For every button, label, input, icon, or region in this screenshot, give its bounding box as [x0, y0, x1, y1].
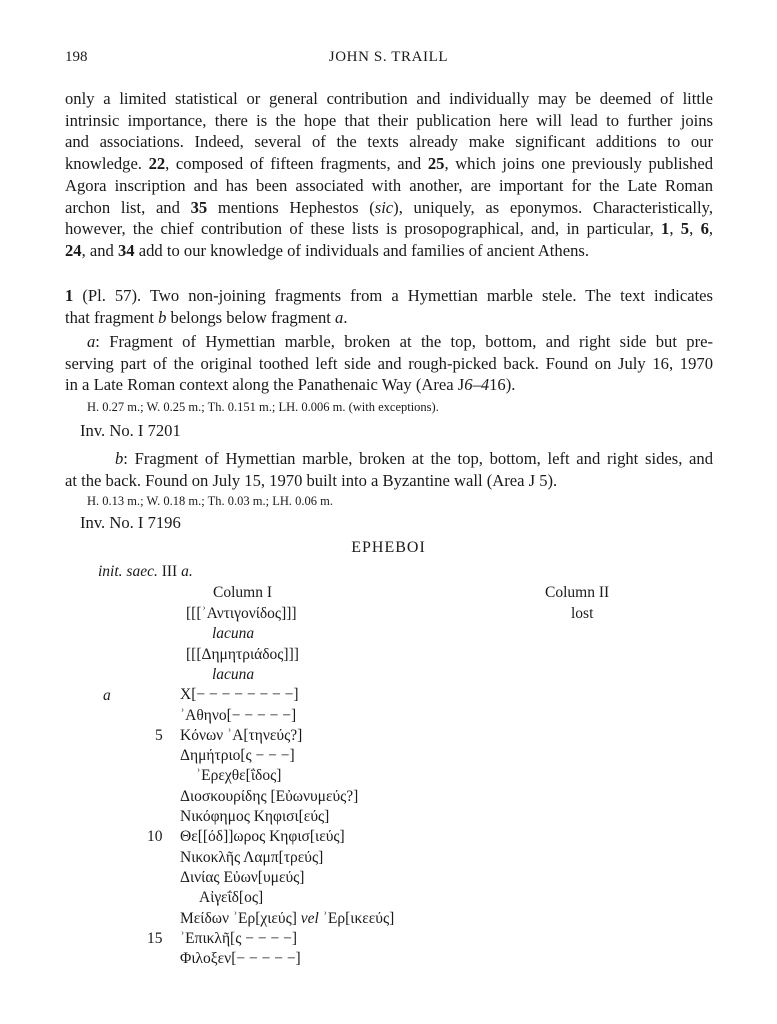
paragraph-line: intrinsic importance, there is the hope that their publication here will lead to further joins: [65, 110, 713, 130]
inscription-line: ʾΕπικλῆ[ς − − − −]: [180, 929, 297, 947]
inscription-line: Νικοκλῆς Λαμπ[τρεύς]: [180, 848, 324, 866]
inscription-line: ʾΕρεχθε[ΐδος]: [196, 767, 282, 785]
inscription-line: [[[ʾΑντιγονίδος]]]: [186, 605, 297, 622]
inscription-line: Νικόφημος Κηφισι[εύς]: [180, 808, 330, 825]
line-number: 10: [147, 828, 163, 846]
paragraph-line: however, the chief contribution of these lists is prosopographical, and, in particular, 1, 5, 6,: [65, 219, 714, 239]
running-title: JOHN S. TRAILL: [328, 49, 449, 65]
inscription-line: Φιλοξεν[− − − − −]: [180, 950, 301, 968]
paragraph-line: 24, and 34 add to our knowledge of individuals and families of ancient Athens.: [65, 240, 589, 260]
inscription-line: Διοσκουρίδης [Εὐωνυμεύς?]: [180, 787, 359, 805]
inscription-line: Δινίας Εὐων[υμεύς]: [180, 868, 305, 886]
page-number: 198: [65, 49, 88, 65]
inscription-line: [[[Δημητριάδος]]]: [186, 645, 299, 663]
inscription-line: Μείδων ʾΕρ[χιεύς] vel ʾΕρ[ικεεύς]: [180, 909, 395, 927]
paragraph-line: b: Fragment of Hymettian marble, broken at the top, bottom, left and right sides, and: [115, 449, 713, 468]
paragraph-line: a: Fragment of Hymettian marble, broken at the top, bottom, and right side but pre-: [87, 332, 713, 351]
inscription-line: Θε[[όδ]]ωρος Κηφισ[ιεύς]: [180, 828, 345, 846]
paragraph-line: serving part of the original toothed left side and rough-picked back. Found on July 16, 1970: [65, 353, 713, 373]
paragraph-line: archon list, and 35 mentions Hephestos (sic), uniquely, as eponymos. Characteristically,: [65, 197, 713, 217]
fragment-a-description: [65, 331, 713, 396]
inscription-line: Κόνων ʾΑ[τηνεύς?]: [180, 726, 303, 744]
inscription-line: Δημήτριο[ς − − −]: [180, 747, 295, 765]
fragment-marker: a: [103, 687, 111, 704]
fragment-b-description: [65, 448, 713, 491]
paragraph-line: only a limited statistical or general contribution and individually may be deemed of little: [65, 89, 713, 108]
paragraph-line: and associations. Indeed, several of the texts already make significant additions to our: [65, 132, 713, 152]
inscription-line: lacuna: [212, 625, 255, 643]
column-2-status: lost: [571, 605, 594, 622]
column-1-heading: Column I: [213, 584, 272, 601]
intro-paragraph: [65, 88, 713, 262]
line-number: 5: [155, 726, 163, 744]
fragment-b-inventory: Inv. No. I 7196: [80, 513, 181, 532]
fragment-a-dimensions: H. 0.27 m.; W. 0.25 m.; Th. 0.151 m.; LH. 0.006 m. (with exceptions).: [87, 400, 439, 414]
paragraph-line: knowledge. 22, composed of fifteen fragments, and 25, which joins one previously published: [65, 154, 713, 174]
inscription-line: Αἰγεΐδ[ος]: [199, 889, 264, 907]
paragraph-line: that fragment b belongs below fragment a.: [65, 307, 348, 327]
inscription-date: init. saec. III a.: [98, 563, 193, 580]
paragraph-line: Agora inscription and has been associated with another, are important for the Late Roman: [65, 175, 713, 195]
fragment-b-dimensions: H. 0.13 m.; W. 0.18 m.; Th. 0.03 m.; LH. 0.06 m.: [87, 494, 333, 508]
paragraph-line: at the back. Found on July 15, 1970 built into a Byzantine wall (Area J 5).: [65, 470, 558, 490]
paragraph-line: in a Late Roman context along the Panathenaic Way (Area J6–416).: [65, 375, 516, 395]
paragraph-line: 1 (Pl. 57). Two non-joining fragments from a Hymettian marble stele. The text indicates: [65, 286, 713, 305]
entry-paragraph: [65, 285, 713, 328]
fragment-a-inventory: Inv. No. I 7201: [80, 421, 181, 440]
inscription-line: lacuna: [212, 665, 255, 683]
inscription-title: EPHEBOI: [351, 539, 426, 556]
inscription-line: ʾΑθηνο[− − − − −]: [180, 706, 297, 724]
column-2-heading: Column II: [545, 584, 610, 601]
inscription-line: Χ[− − − − − − − −]: [180, 686, 299, 704]
line-number: 15: [147, 929, 163, 947]
